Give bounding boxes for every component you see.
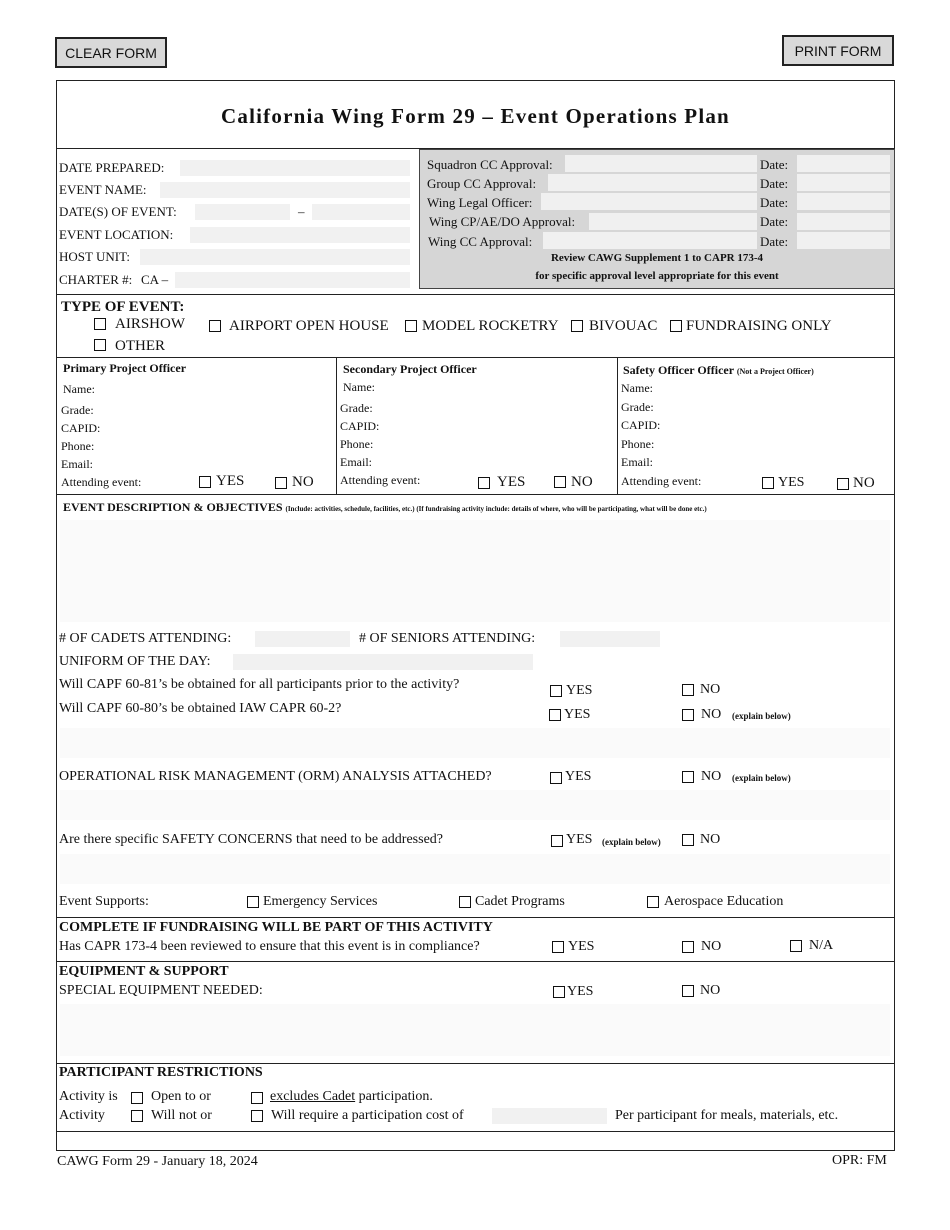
- date-prepared-label: DATE PREPARED:: [59, 160, 165, 175]
- safety-capid-label: CAPID:: [621, 418, 661, 432]
- explain-below-note: (explain below): [602, 837, 661, 847]
- wing-legal-label: Wing Legal Officer:: [427, 195, 533, 210]
- explain-below-note: (explain below): [732, 711, 791, 721]
- event-location-label: EVENT LOCATION:: [59, 227, 174, 242]
- primary-email-label: Email:: [61, 457, 93, 471]
- equipment-heading: EQUIPMENT & SUPPORT: [59, 964, 229, 979]
- capf6080-yes-checkbox[interactable]: [549, 709, 561, 721]
- seniors-attending-input[interactable]: [560, 631, 660, 647]
- aerospace-education-checkbox[interactable]: [647, 896, 659, 908]
- wing-legal-input[interactable]: [541, 193, 757, 210]
- no-label: NO: [853, 475, 875, 491]
- event-end-date-input[interactable]: [312, 204, 410, 220]
- approval-note-line2: for specific approval level appropriate for this event: [535, 270, 779, 282]
- squadron-cc-input[interactable]: [565, 155, 757, 172]
- orm-explanation-input[interactable]: [60, 790, 890, 820]
- event-start-date-input[interactable]: [195, 204, 290, 220]
- activity-is-label: Activity is: [59, 1089, 118, 1104]
- fundraising-yes-checkbox[interactable]: [552, 941, 564, 953]
- special-equipment-label: SPECIAL EQUIPMENT NEEDED:: [59, 983, 263, 998]
- event-name-input[interactable]: [160, 182, 410, 198]
- yes-label: YES: [497, 474, 526, 490]
- no-label: NO: [292, 474, 314, 490]
- aerospace-education-label: Aerospace Education: [664, 894, 784, 909]
- bivouac-checkbox[interactable]: [571, 320, 583, 332]
- participation-cost-checkbox[interactable]: [251, 1110, 263, 1122]
- wing-cc-input[interactable]: [543, 232, 757, 249]
- wing-cp-date-input[interactable]: [797, 213, 890, 230]
- charter-number-input[interactable]: [175, 272, 410, 288]
- yes-label: YES: [564, 707, 591, 722]
- safety-name-label: Name:: [621, 381, 653, 395]
- no-label: NO: [700, 832, 721, 847]
- divider: [617, 357, 618, 494]
- charter-prefix: CA –: [141, 272, 169, 287]
- yes-label: YES: [568, 939, 595, 954]
- wing-legal-date-input[interactable]: [797, 193, 890, 210]
- divider: [56, 961, 895, 962]
- primary-name-label: Name:: [63, 382, 95, 396]
- type-of-event-heading: TYPE OF EVENT:: [61, 299, 185, 315]
- description-title: EVENT DESCRIPTION & OBJECTIVES: [63, 500, 283, 514]
- fundraising-question: Has CAPR 173-4 been reviewed to ensure that this event is in compliance?: [59, 939, 480, 954]
- date-label: Date:: [760, 157, 789, 172]
- squadron-cc-label: Squadron CC Approval:: [427, 157, 553, 172]
- special-equipment-input[interactable]: [60, 1004, 890, 1056]
- wing-cp-label: Wing CP/AE/DO Approval:: [429, 214, 576, 229]
- open-to-label: Open to or: [151, 1089, 211, 1104]
- safety-concerns-yes-checkbox[interactable]: [551, 835, 563, 847]
- yes-label: YES: [216, 473, 245, 489]
- orm-no-checkbox[interactable]: [682, 771, 694, 783]
- secondary-phone-label: Phone:: [340, 437, 374, 451]
- participation-cost-label: Will require a participation cost of: [271, 1108, 464, 1123]
- cadet-programs-label: Cadet Programs: [475, 894, 565, 909]
- primary-capid-label: CAPID:: [61, 421, 101, 435]
- cadet-programs-checkbox[interactable]: [459, 896, 471, 908]
- excludes-cadet-text: excludes Cadet: [270, 1089, 356, 1104]
- no-label: NO: [701, 939, 722, 954]
- charter-label: CHARTER #:: [59, 272, 133, 287]
- divider: [56, 294, 895, 295]
- description-note: (Include: activities, schedule, facilities, etc.) (If fundraising activity include: details of where, who will be participating, what will be done etc.): [285, 505, 707, 513]
- excludes-cadet-label: [270, 1089, 433, 1105]
- participation-cost-input[interactable]: [492, 1108, 607, 1124]
- secondary-grade-label: Grade:: [340, 401, 373, 415]
- no-label: NO: [700, 983, 721, 998]
- yes-label: YES: [567, 984, 594, 999]
- approval-note-line1: Review CAWG Supplement 1 to CAPR 173-4: [550, 252, 764, 264]
- opr-footer: OPR: FM: [832, 1153, 887, 1168]
- excludes-cadet-checkbox[interactable]: [251, 1092, 263, 1104]
- divider: [56, 357, 895, 358]
- date-prepared-input[interactable]: [180, 160, 410, 176]
- fundraising-only-checkbox[interactable]: [670, 320, 682, 332]
- date-label: Date:: [760, 214, 789, 229]
- cadets-attending-label: # OF CADETS ATTENDING:: [59, 631, 232, 646]
- capf6081-yes-checkbox[interactable]: [550, 685, 562, 697]
- explain-below-note: (explain below): [732, 773, 791, 783]
- participation-text: participation.: [355, 1089, 433, 1104]
- no-label: NO: [701, 707, 722, 722]
- yes-label: YES: [566, 683, 593, 698]
- wing-cc-date-input[interactable]: [797, 232, 890, 249]
- model-rocketry-checkbox[interactable]: [405, 320, 417, 332]
- dates-of-event-label: DATE(S) OF EVENT:: [59, 204, 177, 219]
- group-cc-label: Group CC Approval:: [427, 176, 537, 191]
- safety-attending-yes-checkbox[interactable]: [762, 477, 774, 489]
- clear-form-button[interactable]: CLEAR FORM: [55, 37, 167, 68]
- host-unit-label: HOST UNIT:: [59, 249, 130, 264]
- airshow-checkbox[interactable]: [94, 318, 106, 330]
- safety-attending-no-checkbox[interactable]: [837, 478, 849, 490]
- safety-phone-label: Phone:: [621, 437, 655, 451]
- event-name-label: EVENT NAME:: [59, 182, 147, 197]
- airport-open-house-label: AIRPORT OPEN HOUSE: [229, 318, 389, 334]
- divider: [56, 1063, 895, 1064]
- other-label: OTHER: [115, 338, 165, 354]
- group-cc-date-input[interactable]: [797, 174, 890, 191]
- divider: [56, 917, 895, 918]
- secondary-name-label: Name:: [343, 380, 375, 394]
- equipment-no-checkbox[interactable]: [682, 985, 694, 997]
- secondary-officer-heading: Secondary Project Officer: [343, 362, 477, 376]
- other-checkbox[interactable]: [94, 339, 106, 351]
- secondary-email-label: Email:: [340, 455, 372, 469]
- per-participant-label: Per participant for meals, materials, etc.: [615, 1108, 839, 1123]
- primary-attending-label: Attending event:: [61, 475, 142, 489]
- date-label: Date:: [760, 195, 789, 210]
- squadron-cc-date-input[interactable]: [797, 155, 890, 172]
- safety-attending-label: Attending event:: [621, 474, 702, 488]
- na-label: N/A: [809, 938, 834, 953]
- orm-yes-checkbox[interactable]: [550, 772, 562, 784]
- primary-grade-label: Grade:: [61, 403, 94, 417]
- uniform-input[interactable]: [233, 654, 533, 670]
- capf6080-explanation-input[interactable]: [60, 728, 890, 758]
- cadets-attending-input[interactable]: [255, 631, 350, 647]
- date-label: Date:: [760, 176, 789, 191]
- uniform-label: UNIFORM OF THE DAY:: [59, 654, 211, 669]
- safety-officer-note: (Not a Project Officer): [736, 367, 814, 376]
- yes-label: YES: [778, 475, 805, 490]
- seniors-attending-label: # OF SENIORS ATTENDING:: [359, 631, 536, 646]
- equipment-yes-checkbox[interactable]: [553, 986, 565, 998]
- no-label: NO: [701, 769, 722, 784]
- fundraising-heading: COMPLETE IF FUNDRAISING WILL BE PART OF THIS ACTIVITY: [59, 920, 493, 935]
- print-form-button[interactable]: PRINT FORM: [782, 35, 894, 66]
- yes-label: YES: [565, 769, 592, 784]
- capf6081-question: Will CAPF 60-81’s be obtained for all participants prior to the activity?: [59, 677, 460, 692]
- secondary-capid-label: CAPID:: [340, 419, 380, 433]
- activity-label: Activity: [59, 1108, 105, 1123]
- yes-label: YES: [566, 832, 593, 847]
- fundraising-only-label: FUNDRAISING ONLY: [686, 318, 832, 334]
- emergency-services-label: Emergency Services: [263, 894, 378, 909]
- orm-question: OPERATIONAL RISK MANAGEMENT (ORM) ANALYSIS ATTACHED?: [59, 769, 492, 784]
- wing-cp-input[interactable]: [589, 213, 757, 230]
- form-title: California Wing Form 29 – Event Operations Plan: [221, 104, 730, 128]
- will-not-label: Will not or: [151, 1108, 212, 1123]
- event-supports-label: Event Supports:: [59, 894, 149, 909]
- date-label: Date:: [760, 234, 789, 249]
- safety-grade-label: Grade:: [621, 400, 654, 414]
- safety-concerns-explanation-input[interactable]: [60, 854, 890, 884]
- restrictions-heading: PARTICIPANT RESTRICTIONS: [59, 1065, 263, 1080]
- event-location-input[interactable]: [190, 227, 410, 243]
- safety-email-label: Email:: [621, 455, 653, 469]
- description-textarea[interactable]: [60, 520, 890, 622]
- fundraising-no-checkbox[interactable]: [682, 941, 694, 953]
- safety-concerns-no-checkbox[interactable]: [682, 834, 694, 846]
- no-label: NO: [700, 682, 721, 697]
- capf6080-no-checkbox[interactable]: [682, 709, 694, 721]
- airport-open-house-checkbox[interactable]: [209, 320, 221, 332]
- secondary-attending-no-checkbox[interactable]: [554, 476, 566, 488]
- safety-officer-heading: [623, 363, 814, 378]
- secondary-attending-yes-checkbox[interactable]: [478, 477, 490, 489]
- date-dash: –: [298, 204, 305, 219]
- capf6081-no-checkbox[interactable]: [682, 684, 694, 696]
- divider: [56, 494, 895, 495]
- emergency-services-checkbox[interactable]: [247, 896, 259, 908]
- fundraising-na-checkbox[interactable]: [790, 940, 802, 952]
- form-id-footer: CAWG Form 29 - January 18, 2024: [57, 1154, 258, 1169]
- will-not-checkbox[interactable]: [131, 1110, 143, 1122]
- open-to-checkbox[interactable]: [131, 1092, 143, 1104]
- safety-officer-title: Safety Officer Officer: [623, 363, 734, 377]
- capf6080-question: Will CAPF 60-80’s be obtained IAW CAPR 60-2?: [59, 701, 342, 716]
- secondary-attending-label: Attending event:: [340, 473, 421, 487]
- primary-phone-label: Phone:: [61, 439, 95, 453]
- group-cc-input[interactable]: [548, 174, 757, 191]
- primary-attending-yes-checkbox[interactable]: [199, 476, 211, 488]
- divider: [336, 357, 337, 494]
- host-unit-input[interactable]: [140, 249, 410, 265]
- model-rocketry-label: MODEL ROCKETRY: [422, 318, 559, 334]
- wing-cc-label: Wing CC Approval:: [428, 234, 533, 249]
- primary-officer-heading: Primary Project Officer: [63, 361, 187, 375]
- bivouac-label: BIVOUAC: [589, 318, 658, 334]
- divider: [56, 1131, 895, 1132]
- no-label: NO: [571, 474, 593, 490]
- description-heading: [63, 500, 707, 515]
- airshow-label: AIRSHOW: [115, 316, 185, 332]
- safety-concerns-question: Are there specific SAFETY CONCERNS that need to be addressed?: [59, 832, 443, 847]
- primary-attending-no-checkbox[interactable]: [275, 477, 287, 489]
